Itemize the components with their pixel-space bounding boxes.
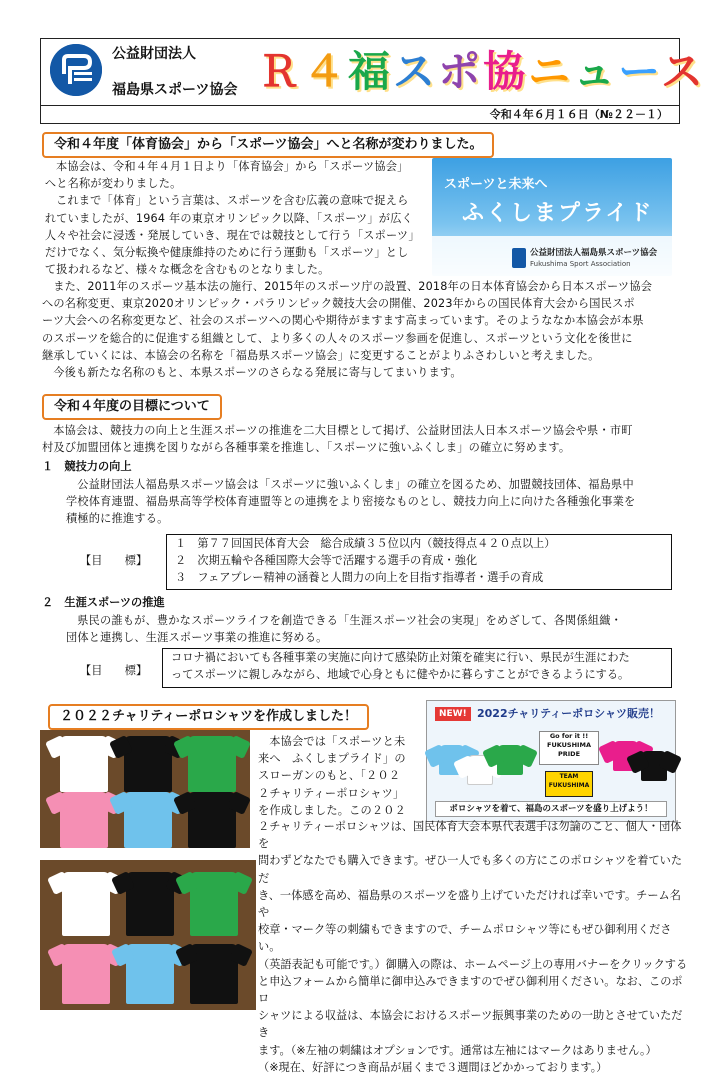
title-char: Ｒ [258,47,304,96]
title-char: ス [661,47,707,96]
polo-shirt-green [190,872,238,936]
title-char: ー [618,47,662,96]
paragraph-line: 人々や社会に浸透・発展していき、現在では競技として行う「スポーツ」 [44,228,420,242]
banner-slogan: ふくしまプライド [462,201,654,226]
polo-shirt-pink [60,792,108,848]
polo-photo-2 [40,860,256,1010]
pride-logo [539,731,599,765]
polo-photo-1 [40,730,250,848]
paragraph-line: 来へ ふくしまプライド」の [258,752,406,766]
newsletter-title [258,44,706,100]
goal2-body [66,612,682,646]
paragraph-line: と申込フォームから簡単に御申込みできますのでぜひ御利用ください。なお、このポロ [258,974,683,1006]
logo-text: TEAM [559,773,579,780]
title-char: 福 [348,47,394,96]
paragraph-line: 本協会は、令和４年４月１日より「体育協会」から「スポーツ協会」 [56,160,409,173]
section1-body [42,278,682,381]
logo-text: PRIDE [557,750,581,758]
paragraph-line: 村及び加盟団体と連携を図りながら各種事業を推進し、「スポーツに強いふくしま」の確立に努めます。 [42,441,571,455]
polo-shirt-white [60,736,108,792]
goal-item: コロナ禍においても各種事業の実施に向けて感染防止対策を確実に行い、県民が生涯にわた [171,651,630,664]
issue-date: 令和４年６月１６日（№２２－１） [489,108,668,121]
polo-shirt-green [188,736,236,792]
polo-shirt-white [62,872,110,936]
section2-heading: 令和４年度の目標について [42,394,222,420]
polo-shirt-green [497,745,523,775]
paragraph-line: だけでなく、気分転換や健康維持のために行う運動も「スポーツ」とし [44,246,409,260]
paragraph-line: 団体と連携し、生涯スポーツ事業の推進に努める。 [66,631,328,645]
goal-item: ってスポーツに親しみながら、地域で心身ともに健やかに暮らすことができるようにする。 [171,667,630,681]
paragraph-line: へと名称が変わりました。 [44,177,182,191]
goal-label-2: 【目 標】 [80,664,148,677]
paragraph-line: スローガンのもと、「２０２ [258,769,401,783]
banner-org-en: Fukushima Sport Association [530,260,631,268]
banner-org: 公益財団法人福島県スポーツ協会 [530,248,658,258]
paragraph-line: また、2011年のスポーツ基本法の施行、2015年のスポーツ庁の設置、2018年の日本体育協会から日本スポーツ協会 [53,280,653,293]
paragraph-line: （※現在、好評につき商品が届くまで３週間ほどかかっております。） [258,1060,608,1074]
polo-shirt-blue [126,944,174,1004]
polo-shirt-black [190,944,238,1004]
paragraph-line: 校章・マーク等の刺繍もできますので、チームポロシャツ等にもぜひ御利用ください。 [258,923,672,954]
section3-intro [258,733,418,819]
polo-shirt-black [124,736,172,792]
goal2-title: ２ 生涯スポーツの推進 [42,596,165,609]
paragraph-line: のスポーツを総合的に促進する組織として、より多くの人々のスポーツ参画を促進し、スポーツという文化を後世に [42,331,633,345]
paragraph-line: 県民の誰もが、豊かなスポーツライフを創造できる「生涯スポーツ社会の実現」をめざして、各関係組織・ [77,614,622,627]
paragraph-line: を作成しました。この２０２ [258,803,407,817]
goal1-title: １ 競技力の向上 [42,460,132,473]
paragraph-line: 本協会では「スポーツと未 [269,735,406,748]
paragraph-line: れていましたが、1964 年の東京オリンピック以降、「スポーツ」が広く [44,211,413,225]
logo-text: FUKUSHIMA [548,782,590,789]
paragraph-line: ーツ大会への名称変更など、社会のスポーツへの関心や期待がますます高まっています。そのようななか本協会が本県 [42,314,644,328]
paragraph-line: き、一体感を高め、福島県のスポーツを盛り上げていただければ幸いです。チーム名や [258,888,681,920]
goal-item: ２ 次期五輪や各種国際大会等で活躍する選手の育成・強化 [175,553,478,567]
promo-title: 2022チャリティーポロシャツ販売！ [477,707,660,720]
polo-shirt-black [188,792,236,848]
paragraph-line: （英語表記も可能です。）御購入の際は、ホームページ上の専用バナーをクリックする [258,957,688,971]
banner-logo-icon [512,248,526,268]
title-char: ニ [528,47,574,96]
charity-polo-banner[interactable] [426,700,676,822]
paragraph-line: ２チャリティーポロシャツは、国民体育大会本県代表選手は勿論のこと、個人・団体を [258,820,682,851]
title-char: ス [393,47,439,96]
org-type: 公益財団法人 [112,46,196,62]
team-logo [545,771,593,797]
new-badge: NEW! [435,707,471,721]
title-char: 協 [483,47,529,96]
paragraph-line: への名称変更、東京2020オリンピック・パラリンピック競技大会の開催、2023年からの国民体育大会から国民スポ [42,297,635,311]
banner-tagline: スポーツと未来へ [444,177,548,192]
polo-shirt-black [126,872,174,936]
polo-shirt-black [641,751,667,781]
paragraph-line: 今後も新たな名称のもと、本県スポーツのさらなる発展に寄与してまいります。 [53,366,462,380]
section3-body [258,818,688,1076]
section3-heading: ２０２２チャリティーポロシャツを作成しました！ [48,704,369,730]
paragraph-line: 継承していくには、本協会の名称を「福島県スポーツ協会」に変更することがよりふさわしいと考えました。 [42,348,600,362]
goal1-body [66,476,682,528]
association-logo [50,44,102,96]
paragraph-line: シャツによる収益は、本協会におけるスポーツ振興事業のための一助とさせていただき [258,1009,683,1040]
paragraph-line: て扱われるなど、様々な概念を含むものとなりました。 [44,263,330,277]
section1-intro [44,158,428,278]
paragraph-line: 積極的に推進する。 [66,512,169,526]
paragraph-line: 問わずどなたでも購入できます。ぜひ一人でも多くの方にこのポロシャツを着ていただ [258,854,683,885]
title-char: ４ [303,47,349,96]
promo-caption: ポロシャツを着て、福島のスポーツを盛り上げよう！ [435,801,667,817]
slogan-banner [432,158,672,276]
logo-text: FUKUSHIMA [547,741,591,749]
polo-shirt-blue [124,792,172,848]
title-char: ュ [573,47,619,96]
section2-intro [42,422,682,456]
paragraph-line: 学校体育連盟、福島県高等学校体育連盟等との連携をより密接なものとし、競技力向上に向けた各種強化事業を [66,495,636,509]
goals-box-1 [166,534,672,590]
org-name: 福島県スポーツ協会 [112,82,238,98]
logo-text: Go for it !! [549,732,589,740]
paragraph-line: 本協会は、競技力の向上と生涯スポーツの推進を二大目標として掲げ、公益財団法人日本スポーツ協会や県・市町 [53,424,633,437]
paragraph-line: これまで「体育」という言葉は、スポーツを含む広義の意味で捉えら [56,194,409,208]
section1-heading: 令和４年度「体育協会」から「スポーツ協会」へと名称が変わりました。 [42,132,494,158]
title-char: ポ [438,47,484,96]
goal-item: １ 第７７回国民体育大会 総合成績３５位以内（競技得点４２０点以上） [175,537,556,550]
paragraph-line: ます。（※左袖の刺繍はオプションです。通常は左袖にはマークはありません。） [258,1043,657,1057]
goal-item: ３ フェアプレー精神の涵養と人間力の向上を目指す指導者・選手の育成 [175,570,544,584]
goals-box-2 [162,648,672,688]
polo-shirt-pink [62,944,110,1004]
paragraph-line: ２チャリティーポロシャツ」 [258,786,405,800]
goal-label: 【目 標】 [80,554,148,567]
paragraph-line: 公益財団法人福島県スポーツ協会は「スポーツに強いふくしま」の確立を図るため、加盟競技団体、福島県中 [77,478,634,491]
